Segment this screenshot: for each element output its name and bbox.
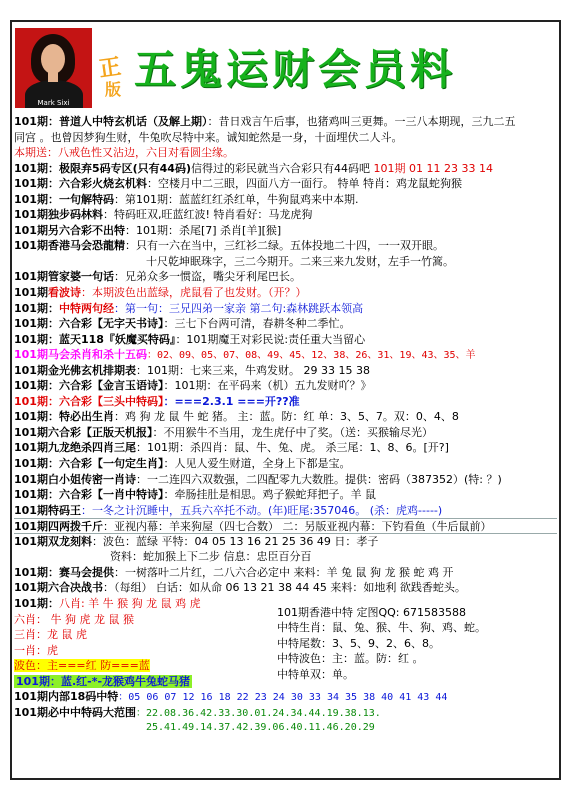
liuxiao: 六肖： 牛 狗 虎 龙 鼠 猴 <box>14 612 134 626</box>
line-26: 101期四两拨千斤：亚视内幕：羊来狗屋（四七合数） 二：另版亚视内幕：下钓看鱼（牛后鼠前） <box>14 518 557 534</box>
line-19: 101期：特必出生肖：鸡 狗 龙 鼠 牛 蛇 猪。 主：蓝。防：红 单：3、5、7。双：0、4、8 <box>14 410 459 424</box>
line-31: 101期：八肖: 羊 牛 猴 狗 龙 鼠 鸡 虎 <box>14 596 201 610</box>
document-frame <box>10 20 561 780</box>
line-24: 101期：六合彩【一肖中特诗】：牵肠挂肚是相思。鸡子猴蛇拜把子。羊 鼠 <box>14 488 376 502</box>
line-15: 101期马会杀肖和杀十五码：02、09、05、07、08、49、45、12、38、26、31、19、43、35、羊 <box>14 348 476 362</box>
sanxiao: 三肖：龙 鼠 虎 <box>14 628 87 642</box>
side-weishu: 中特尾数：3、5、9、2、6、8。 <box>277 636 440 650</box>
line-0: 101期：普道人中特玄机话（及解上期）：昔日戏言午后事，也猪鸡叫三更舞。一三八本期现，三九二五 <box>14 115 516 128</box>
line-10: 101期管家婆一句话：兄弟众多一惯盗，嘴尖牙利尾巴长。 <box>14 270 301 284</box>
badge-ban: 版 <box>105 80 122 99</box>
line-30: 101期六合决战书：（每组） 白话：如从命 06 13 21 38 44 45 来料：如地利 欲践香蛇头。 <box>14 581 466 595</box>
line-101-lime: 101期：蓝.红-*-龙猴鸡牛兔蛇马猪 <box>16 674 191 688</box>
side-box <box>277 605 486 683</box>
line-9: 十尺乾坤眠珠字，三二今期开。二来三来九发财，左手一竹篙。 <box>146 254 454 268</box>
line-3: 101期：极限弃5码专区(只有44码)信得过的彩民就当六合彩只有44码吧 101期 01 11 23 33 14 <box>14 161 493 175</box>
badge-zheng: 正 <box>97 54 123 83</box>
line-28: 资料：蛇加猴上下二步 信息：忠臣百分百 <box>110 550 312 564</box>
line-18: 101期：六合彩【三头中特码】：===2.3.1 ===开??准 <box>14 394 300 408</box>
line-5: 101期：一句解特码：第101期：蓝蓝红红杀红单，牛狗鼠鸡来中本期. <box>14 192 359 206</box>
line-16: 101期金光佛玄机排期表：101期：七来三来，牛鸡发财。 29 33 15 38 <box>14 363 370 377</box>
content-body <box>14 114 557 736</box>
yixiao: 一肖：虎 <box>14 643 58 657</box>
photo-caption: Mark Sixi <box>37 99 70 107</box>
bose: 波色：主===红 防===蓝 <box>14 659 150 673</box>
line-7: 101期另六合彩不出特：101期：杀尾[7] 杀肖[羊][猴] <box>14 223 282 237</box>
line-20: 101期六合彩【正版天机报】：不用猴牛不当用，龙生虎仔中了奖。（送：买猴输尽光） <box>14 425 433 439</box>
header <box>12 22 559 110</box>
line-22: 101期：六合彩【一句定生肖】：人见人爱生财道，全身上下都是宝。 <box>14 457 351 471</box>
line-25: 101期特码王：一冬之计沉睡中，五兵六卒托不动。(年)旺尾:357046。 (杀：虎鸡-----) <box>14 503 443 517</box>
line-29: 101期：赛马会提供：一树落叶二片红，二八六合必定中 来料：羊 兔 鼠 狗 龙 猴 蛇 鸡 开 <box>14 565 454 579</box>
tail-l3: 25.41.49.14.37.42.39.06.40.11.46.20.29 <box>146 722 375 734</box>
line-23: 101期白小姐传密一肖诗：一二连四六双数强，二四配零九大数胜。提供：密码（387352）(特: ？) <box>14 472 502 486</box>
line-12: 101期：中特两句经：第一句：三兄四弟一家亲 第二句:森林跳跃本领高 <box>14 301 364 315</box>
line-8: 101期香港马会恐龍精：只有一六在当中，三红衫二绿。五体投地二十四，一一双开眼。 <box>14 239 444 253</box>
line-2: 本期送：八戒色性又沾边，六目对看圆尘缘。 <box>14 146 234 160</box>
line-6: 101期独步码林料：特码旺双,旺蓝红波! 特肖看好：马龙虎狗 <box>14 208 313 222</box>
side-danshuang: 中特单双：单。 <box>277 667 354 681</box>
line-14: 101期：蓝天118『妖魔买特码』：101期魔王对彩民说:责任重大当留心 <box>14 332 366 346</box>
line-1: 同宫 。也曾因梦狗生财，牛兔吹尽特中来。诚知蛇然是一身，十面埋伏二人斗。 <box>14 130 403 144</box>
side-shengxiao: 中特生肖：鼠、兔、猴、牛、狗、鸡、蛇。 <box>277 621 486 635</box>
portrait-photo <box>15 28 92 108</box>
line-11: 101期看波诗：本期波色出蓝绿，虎鼠看了也发财。（开？） <box>14 286 307 300</box>
line-21: 101期九龙绝杀四肖三尾：101期：杀四肖：鼠、牛、兔、虎。 杀三尾：1、8、6。[开?] <box>14 441 449 455</box>
tail-l2: 101期必中中特码大范围：22.08.36.42.33.30.01.24.34.44.19.38.13. <box>14 705 381 719</box>
side-bose: 中特波色：主：蓝。防：红 。 <box>277 652 424 666</box>
page-title: 五鬼运财会员料 <box>134 45 457 94</box>
line-27: 101期双龙刻料：波色：蓝绿 平特：04 05 13 16 21 25 36 49 日：孝子 <box>14 534 379 548</box>
line-13: 101期：六合彩【无字天书诗】：三七下台两可清，春耕冬种二季忙。 <box>14 317 351 331</box>
tail-l1: 101期内部18码中特：05 06 07 12 16 18 22 23 24 30 33 34 35 38 40 41 43 44 <box>14 690 448 704</box>
line-4: 101期：六合彩火烧玄机料：空楼月中二三眼，四面八方一面行。 特单 特肖：鸡龙鼠蛇狗猴 <box>14 177 462 191</box>
side-head: 101期香港中特 定图QQ: 671583588 <box>277 605 466 619</box>
line-17: 101期：六合彩【金言玉语诗】：101期：在平码来（机）五九发财吖？》 <box>14 379 372 393</box>
